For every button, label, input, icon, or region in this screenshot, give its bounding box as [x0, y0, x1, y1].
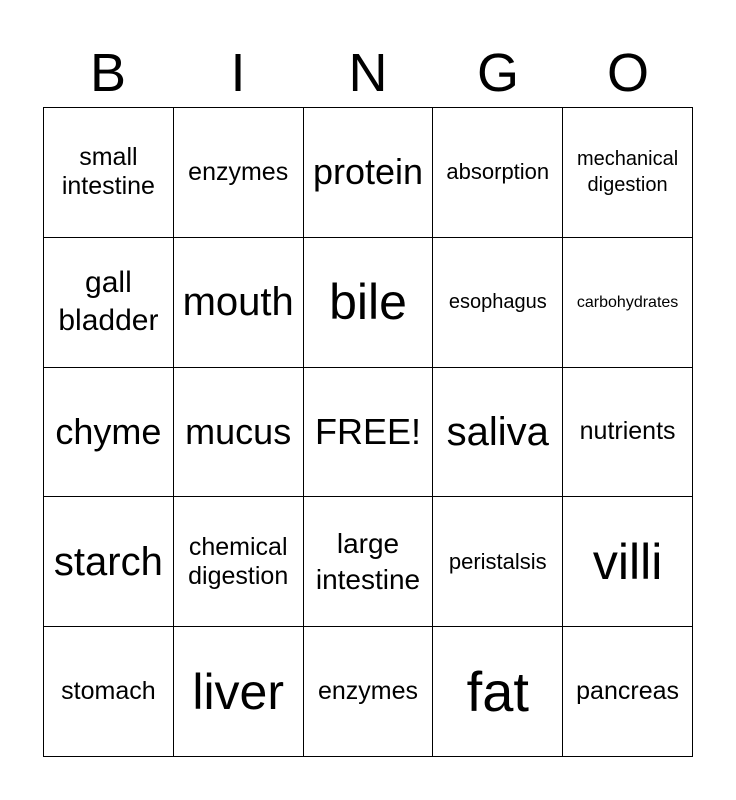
header-letter-g: G [476, 43, 519, 103]
bingo-cell[interactable] [433, 368, 563, 498]
cell-text: carbohydrates [576, 293, 679, 311]
bingo-cell[interactable] [304, 497, 434, 627]
cell-text: chyme [55, 410, 162, 452]
bingo-cell[interactable] [563, 627, 693, 757]
bingo-cell[interactable] [174, 368, 304, 498]
bingo-cell[interactable] [433, 497, 563, 627]
header-letter-b: B [89, 43, 127, 103]
bingo-cell[interactable] [174, 238, 304, 368]
cell-text: protein [312, 151, 424, 193]
bingo-cell[interactable] [174, 627, 304, 757]
cell-text: stomach [61, 677, 156, 706]
bingo-cell[interactable] [433, 238, 563, 368]
cell-text: villi [592, 533, 663, 590]
bingo-cell[interactable] [304, 238, 434, 368]
header-letter-o: O [606, 43, 649, 103]
bingo-cell[interactable] [44, 627, 174, 757]
bingo-cell[interactable] [563, 368, 693, 498]
header-letter-i: I [230, 43, 246, 103]
cell-text: mucus [185, 410, 292, 452]
cell-text: starch [53, 539, 163, 584]
cell-text: chemical digestion [188, 532, 289, 590]
cell-text: peristalsis [448, 548, 547, 574]
cell-text: mechanical digestion [577, 148, 679, 197]
cell-text: bile [329, 274, 407, 331]
bingo-cell[interactable] [174, 108, 304, 238]
cell-text: nutrients [579, 417, 676, 446]
bingo-cell[interactable] [563, 108, 693, 238]
bingo-cell[interactable] [44, 368, 174, 498]
bingo-cell[interactable] [563, 238, 693, 368]
cell-text: saliva [446, 409, 549, 454]
bingo-cell[interactable] [433, 627, 563, 757]
cell-text: esophagus [448, 291, 547, 314]
cell-text: enzymes [188, 157, 289, 186]
cell-text: enzymes [317, 677, 419, 706]
bingo-cell[interactable] [304, 108, 434, 238]
cell-text: gall bladder [58, 266, 159, 338]
bingo-cell[interactable] [44, 497, 174, 627]
bingo-cell[interactable] [44, 108, 174, 238]
bingo-cell[interactable] [174, 497, 304, 627]
bingo-card-grid [43, 107, 693, 757]
cell-text: small intestine [61, 143, 155, 201]
bingo-cell[interactable] [433, 108, 563, 238]
cell-text: pancreas [576, 677, 680, 706]
header-letter-n: N [348, 43, 388, 103]
bingo-cell[interactable] [44, 238, 174, 368]
bingo-header [43, 38, 693, 108]
bingo-cell[interactable] [304, 627, 434, 757]
cell-text: fat [466, 659, 529, 723]
free-space-cell[interactable] [304, 368, 434, 498]
cell-text: large intestine [315, 527, 421, 595]
bingo-cell[interactable] [563, 497, 693, 627]
cell-text: liver [192, 663, 285, 720]
cell-text: absorption [446, 159, 550, 185]
free-space-text: FREE! [314, 410, 421, 452]
cell-text: mouth [182, 280, 294, 325]
